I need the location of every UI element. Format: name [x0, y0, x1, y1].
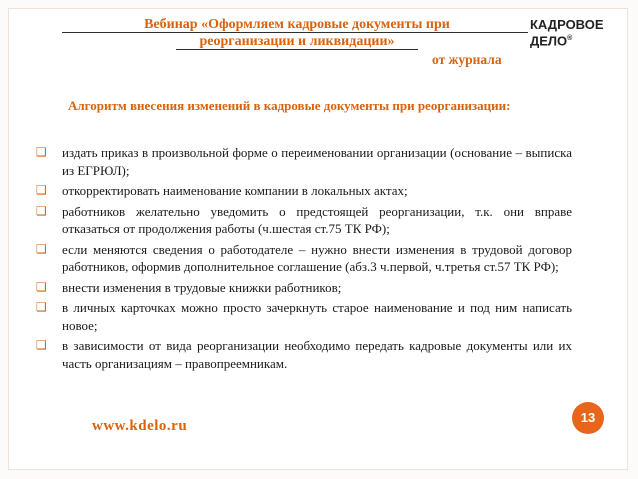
bullet-list [36, 144, 572, 375]
kadrovoe-delo-logo [530, 18, 604, 48]
list-item [36, 279, 572, 297]
bullet-icon: ❑ [36, 203, 47, 218]
logo-line-1: КАДРОВОЕ [530, 17, 604, 32]
bullet-icon: ❑ [36, 183, 47, 197]
list-item [36, 182, 572, 200]
bullet-text: работников желательно уведомить о предстоящей реорганизации, т.к. они вправе отказаться от продолжения работы (ч.шестая ст.75 ТК РФ); [62, 203, 572, 236]
list-item [36, 203, 572, 238]
bullet-text: в зависимости от вида реорганизации необходимо передать кадровые документы или их часть организациям – правопреемникам. [62, 338, 572, 371]
bullet-icon: ❑ [36, 241, 47, 256]
list-item [36, 337, 572, 372]
title-line-1: Вебинар «Оформляем кадровые документы при [144, 17, 450, 32]
list-item [36, 144, 572, 179]
list-item [36, 241, 572, 276]
title-underline-1 [62, 32, 528, 33]
bullet-icon: ❑ [36, 145, 47, 159]
journal-label: от журнала [432, 52, 502, 67]
bullet-text: внести изменения в трудовые книжки работников; [62, 279, 342, 295]
logo-registered-mark: ® [567, 35, 573, 42]
bullet-text: издать приказ в произвольной форме о переименовании организации (основание – выписка из ЕГРЮЛ); [62, 145, 572, 178]
website-link[interactable]: www.kdelo.ru [92, 418, 188, 434]
title-underline-2 [176, 49, 418, 50]
bullet-icon: ❑ [36, 338, 47, 352]
bullet-text: в личных карточках можно просто зачеркнуть старое наименование и под ним написать новое; [62, 300, 572, 333]
bullet-text: откорректировать наименование компании в локальных актах; [62, 183, 408, 198]
bullet-icon: ❑ [36, 279, 47, 294]
logo-line-2 [530, 32, 604, 48]
bullet-icon: ❑ [36, 300, 47, 314]
list-item [36, 299, 572, 334]
bullet-text: если меняются сведения о работодателе – нужно внести изменения в трудовой договор работников, оформив дополнительное соглашение (абз.3 ч.первой, ч.третья ст.57 ТК РФ); [62, 241, 572, 274]
section-subtitle: Алгоритм внесения изменений в кадровые документы при реорганизации: [68, 98, 511, 113]
logo-line-2-text: ДЕЛО [530, 33, 568, 49]
webinar-title [62, 16, 532, 50]
title-line-2: реорганизации и ликвидации» [199, 34, 395, 49]
page-number-badge: 13 [572, 402, 604, 434]
